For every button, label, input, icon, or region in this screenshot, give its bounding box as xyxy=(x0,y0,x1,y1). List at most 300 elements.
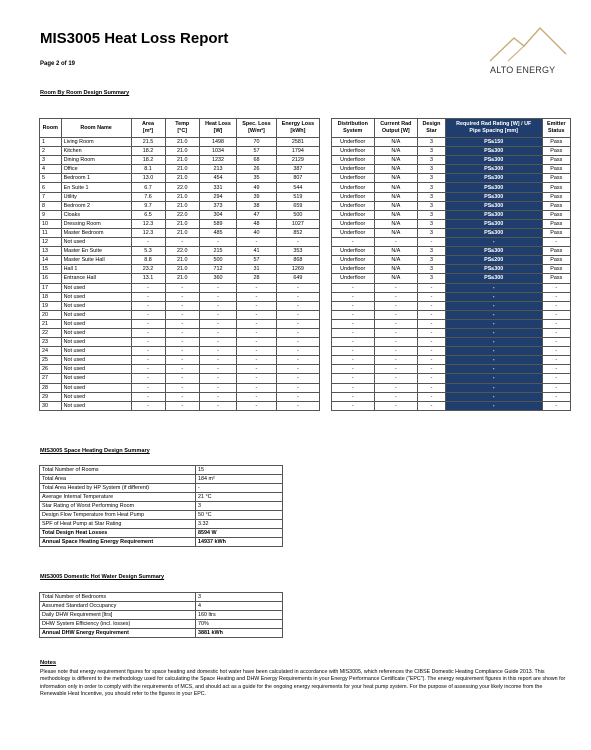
table-cell: 40 xyxy=(237,228,277,237)
table-cell: 22 xyxy=(40,328,62,337)
table-cell: N/A xyxy=(374,228,418,237)
table-cell: - xyxy=(237,301,277,310)
table-cell: - xyxy=(418,347,446,356)
room-name-cell: Not used xyxy=(61,292,131,301)
table-cell: 868 xyxy=(276,256,319,265)
room-name-cell: Not used xyxy=(61,347,131,356)
rad-rating-cell: - xyxy=(445,238,542,247)
logo-text: ALTO ENERGY xyxy=(490,65,556,75)
table-cell: - xyxy=(276,292,319,301)
table-cell: 17 xyxy=(40,283,62,292)
table-cell: - xyxy=(237,383,277,392)
table-cell: - xyxy=(199,283,236,292)
table-row xyxy=(332,219,571,228)
table-cell: - xyxy=(276,365,319,374)
rad-rating-cell: - xyxy=(445,328,542,337)
table-cell: N/A xyxy=(374,192,418,201)
room-name-cell: Master Suite Hall xyxy=(61,256,131,265)
table-cell: - xyxy=(237,238,277,247)
table-cell: 1269 xyxy=(276,265,319,274)
table-cell: Underfloor xyxy=(332,274,375,283)
table-cell: 9 xyxy=(40,210,62,219)
table-cell: 16 xyxy=(40,274,62,283)
table-cell: 6.5 xyxy=(131,210,165,219)
table-cell: - xyxy=(542,338,570,347)
table-cell: - xyxy=(542,401,570,410)
table-row xyxy=(332,256,571,265)
table-row xyxy=(332,383,571,392)
table-cell: - xyxy=(276,238,319,247)
summary-row xyxy=(40,629,283,638)
table-cell: N/A xyxy=(374,165,418,174)
table-cell: - xyxy=(542,238,570,247)
table-cell: 48 xyxy=(237,219,277,228)
table-row xyxy=(40,328,320,337)
summary-value: 3881 kWh xyxy=(196,629,283,638)
table-row xyxy=(332,328,571,337)
table-cell: 3 xyxy=(40,156,62,165)
table-cell: Pass xyxy=(542,156,570,165)
table-row xyxy=(40,138,320,147)
table-cell: - xyxy=(199,356,236,365)
table-cell: - xyxy=(418,383,446,392)
table-row xyxy=(332,192,571,201)
rad-rating-cell: PS≤300 xyxy=(445,219,542,228)
table-cell: - xyxy=(332,319,375,328)
table-cell: - xyxy=(542,310,570,319)
rad-rating-cell: PS≤300 xyxy=(445,183,542,192)
table-cell: - xyxy=(165,356,199,365)
table-cell: Underfloor xyxy=(332,147,375,156)
summary-label: DHW System Efficiency (incl. losses) xyxy=(40,620,196,629)
summary-value: 4 xyxy=(196,602,283,611)
table-cell: 41 xyxy=(237,247,277,256)
table-cell: Pass xyxy=(542,138,570,147)
table-cell: 9.7 xyxy=(131,201,165,210)
table-row xyxy=(40,183,320,192)
table-cell: Pass xyxy=(542,219,570,228)
table-cell: 19 xyxy=(40,301,62,310)
table-cell: - xyxy=(418,338,446,347)
table-cell: - xyxy=(237,310,277,319)
table-row xyxy=(40,392,320,401)
table-cell: - xyxy=(374,292,418,301)
table-cell: 14 xyxy=(40,256,62,265)
column-header: Heat Loss [W] xyxy=(199,119,236,138)
table-cell: 3 xyxy=(418,183,446,192)
room-name-cell: Utility xyxy=(61,192,131,201)
table-cell: 3 xyxy=(418,247,446,256)
table-cell: - xyxy=(237,328,277,337)
table-cell: - xyxy=(131,356,165,365)
summary-value: 21 °C xyxy=(196,493,283,502)
notes-text: Please note that energy requirement figures for space heating and domestic hot water have been calculated in accordance with MIS3005, which references the CIBSE Domestic Heating Compliance Guide 2013. This methodology is different to the methodology used for calculating the Space Heating and DHW Energy Requirements in your Energy Performance Certificate ("EPC"). The energy requirement figures in this report are shown for information only in order to comply with the requirements of MCS, and should act as a guide for the ongoing energy requirements for your heat pump system. For the purpose of assessing your likely income from the Renewable Heat Incentive, you should refer to the figures in your EPC. xyxy=(40,669,566,697)
table-cell: 3 xyxy=(418,256,446,265)
table-cell: - xyxy=(332,383,375,392)
table-cell: 24 xyxy=(40,347,62,356)
table-cell: - xyxy=(418,356,446,365)
table-row xyxy=(332,401,571,410)
table-cell: N/A xyxy=(374,274,418,283)
table-cell: - xyxy=(165,392,199,401)
summary-row xyxy=(40,520,283,529)
table-cell: Underfloor xyxy=(332,165,375,174)
table-cell: - xyxy=(374,401,418,410)
rad-rating-cell: - xyxy=(445,356,542,365)
space-heating-table xyxy=(39,465,283,547)
table-cell: - xyxy=(165,328,199,337)
table-cell: 30 xyxy=(40,401,62,410)
table-cell: 11 xyxy=(40,228,62,237)
column-header: Required Rad Rating [W] / UF Pipe Spacing [mm] xyxy=(445,119,542,138)
table-cell: 22.0 xyxy=(165,247,199,256)
room-name-cell: Kitchen xyxy=(61,147,131,156)
rad-rating-cell: PS≤300 xyxy=(445,201,542,210)
rad-rating-cell: - xyxy=(445,383,542,392)
room-name-cell: Not used xyxy=(61,374,131,383)
column-header: Room xyxy=(40,119,62,138)
rad-rating-cell: PS≤200 xyxy=(445,256,542,265)
rad-rating-cell: - xyxy=(445,401,542,410)
table-cell: 5 xyxy=(40,174,62,183)
table-cell: - xyxy=(131,283,165,292)
table-cell: - xyxy=(542,383,570,392)
table-cell: - xyxy=(332,401,375,410)
table-row xyxy=(40,165,320,174)
rad-rating-cell: - xyxy=(445,292,542,301)
table-cell: 21.0 xyxy=(165,274,199,283)
summary-value: - xyxy=(196,484,283,493)
table-cell: - xyxy=(165,310,199,319)
summary-value: 3.32 xyxy=(196,520,283,529)
table-cell: 25 xyxy=(40,356,62,365)
column-header: Spec. Loss [W/m²] xyxy=(237,119,277,138)
table-cell: - xyxy=(131,392,165,401)
table-row xyxy=(332,338,571,347)
summary-row xyxy=(40,611,283,620)
table-cell: 29 xyxy=(40,392,62,401)
table-cell: 22.0 xyxy=(165,183,199,192)
space-heating-title: MIS3005 Space Heating Design Summary xyxy=(40,448,150,454)
table-cell: - xyxy=(199,392,236,401)
room-name-cell: Master Bedroom xyxy=(61,228,131,237)
table-row xyxy=(40,238,320,247)
table-cell: 28 xyxy=(237,274,277,283)
table-row xyxy=(40,356,320,365)
table-cell: N/A xyxy=(374,183,418,192)
table-cell: 12.3 xyxy=(131,219,165,228)
table-row xyxy=(332,319,571,328)
table-cell: 35 xyxy=(237,174,277,183)
table-cell: 3 xyxy=(418,138,446,147)
table-cell: 213 xyxy=(199,165,236,174)
table-cell: 21 xyxy=(40,319,62,328)
room-name-cell: Not used xyxy=(61,401,131,410)
room-name-cell: Not used xyxy=(61,356,131,365)
table-cell: - xyxy=(276,328,319,337)
table-cell: - xyxy=(131,301,165,310)
table-cell: 49 xyxy=(237,183,277,192)
table-cell: - xyxy=(165,301,199,310)
table-cell: - xyxy=(165,338,199,347)
table-cell: - xyxy=(131,365,165,374)
table-cell: 21.0 xyxy=(165,228,199,237)
table-cell: 39 xyxy=(237,192,277,201)
rad-rating-cell: PS≤300 xyxy=(445,274,542,283)
table-cell: 360 xyxy=(199,274,236,283)
table-cell: N/A xyxy=(374,210,418,219)
rad-rating-cell: - xyxy=(445,347,542,356)
report-title: MIS3005 Heat Loss Report xyxy=(40,30,229,47)
table-cell: - xyxy=(199,383,236,392)
table-row xyxy=(332,228,571,237)
table-row xyxy=(40,347,320,356)
table-row xyxy=(332,292,571,301)
summary-row xyxy=(40,484,283,493)
table-cell: - xyxy=(276,347,319,356)
table-cell: 519 xyxy=(276,192,319,201)
table-cell: 26 xyxy=(40,365,62,374)
summary-value: 70% xyxy=(196,620,283,629)
summary-label: Total Number of Bedrooms xyxy=(40,593,196,602)
table-cell: 57 xyxy=(237,256,277,265)
table-cell: 18.2 xyxy=(131,147,165,156)
table-cell: 13.1 xyxy=(131,274,165,283)
table-cell: - xyxy=(237,338,277,347)
table-cell: - xyxy=(199,347,236,356)
summary-label: Annual DHW Energy Requirement xyxy=(40,629,196,638)
room-name-cell: Master En Suite xyxy=(61,247,131,256)
table-cell: Underfloor xyxy=(332,210,375,219)
table-cell: - xyxy=(418,328,446,337)
table-cell: - xyxy=(165,238,199,247)
table-cell: Pass xyxy=(542,192,570,201)
table-cell: - xyxy=(276,310,319,319)
table-cell: 12.3 xyxy=(131,228,165,237)
table-cell: 712 xyxy=(199,265,236,274)
table-cell: - xyxy=(418,374,446,383)
table-cell: - xyxy=(237,319,277,328)
table-cell: 331 xyxy=(199,183,236,192)
table-cell: 1232 xyxy=(199,156,236,165)
table-cell: - xyxy=(332,310,375,319)
room-name-cell: Not used xyxy=(61,238,131,247)
table-cell: 1027 xyxy=(276,219,319,228)
table-row xyxy=(332,374,571,383)
room-name-cell: Not used xyxy=(61,283,131,292)
room-name-cell: Hall 1 xyxy=(61,265,131,274)
table-cell: 47 xyxy=(237,210,277,219)
rad-rating-cell: - xyxy=(445,365,542,374)
table-cell: Underfloor xyxy=(332,174,375,183)
table-cell: - xyxy=(276,356,319,365)
summary-label: Assumed Standard Occupancy xyxy=(40,602,196,611)
table-cell: 3 xyxy=(418,228,446,237)
table-cell: - xyxy=(276,319,319,328)
table-cell: - xyxy=(418,365,446,374)
table-cell: - xyxy=(131,374,165,383)
table-cell: - xyxy=(332,365,375,374)
room-name-cell: Not used xyxy=(61,383,131,392)
table-row xyxy=(40,283,320,292)
summary-row xyxy=(40,529,283,538)
table-cell: - xyxy=(374,310,418,319)
table-cell: 68 xyxy=(237,156,277,165)
table-cell: - xyxy=(131,310,165,319)
table-row xyxy=(40,374,320,383)
table-cell: 589 xyxy=(199,219,236,228)
summary-row xyxy=(40,538,283,547)
summary-value: 3 xyxy=(196,593,283,602)
table-cell: 10 xyxy=(40,219,62,228)
table-cell: 6.7 xyxy=(131,183,165,192)
table-cell: Pass xyxy=(542,265,570,274)
table-cell: - xyxy=(418,401,446,410)
table-row xyxy=(40,192,320,201)
table-cell: - xyxy=(165,401,199,410)
summary-label: Total Design Heat Losses xyxy=(40,529,196,538)
rad-rating-cell: PS≤300 xyxy=(445,210,542,219)
table-cell: N/A xyxy=(374,156,418,165)
table-cell: - xyxy=(199,301,236,310)
table-cell: 15 xyxy=(40,265,62,274)
table-row xyxy=(332,356,571,365)
table-cell: 3 xyxy=(418,274,446,283)
table-cell: - xyxy=(131,347,165,356)
table-cell: - xyxy=(165,365,199,374)
summary-label: Design Flow Temperature from Heat Pump xyxy=(40,511,196,520)
table-row xyxy=(332,265,571,274)
table-row xyxy=(40,201,320,210)
table-cell: 31 xyxy=(237,265,277,274)
table-cell: - xyxy=(276,338,319,347)
table-cell: - xyxy=(542,292,570,301)
dhw-title: MIS3005 Domestic Hot Water Design Summary xyxy=(40,574,165,580)
room-name-cell: En Suite 1 xyxy=(61,183,131,192)
rad-rating-cell: - xyxy=(445,374,542,383)
summary-label: Average Internal Temperature xyxy=(40,493,196,502)
table-cell: 21.0 xyxy=(165,138,199,147)
table-cell: - xyxy=(237,347,277,356)
table-cell: - xyxy=(332,283,375,292)
table-cell: - xyxy=(165,347,199,356)
table-cell: - xyxy=(542,328,570,337)
table-cell: Pass xyxy=(542,247,570,256)
summary-value: 3 xyxy=(196,502,283,511)
table-cell: - xyxy=(276,283,319,292)
column-header: Emitter Status xyxy=(542,119,570,138)
table-cell: 3 xyxy=(418,165,446,174)
table-cell: 852 xyxy=(276,228,319,237)
rad-rating-cell: PS≤150 xyxy=(445,138,542,147)
table-cell: N/A xyxy=(374,219,418,228)
table-cell: - xyxy=(418,392,446,401)
table-cell: 807 xyxy=(276,174,319,183)
table-cell: 21.0 xyxy=(165,256,199,265)
table-cell: - xyxy=(418,292,446,301)
table-cell: 21.0 xyxy=(165,147,199,156)
table-cell: Pass xyxy=(542,228,570,237)
dhw-table xyxy=(39,592,283,638)
table-cell: Pass xyxy=(542,147,570,156)
summary-row xyxy=(40,593,283,602)
alto-energy-logo xyxy=(488,24,568,79)
column-header: Design Star xyxy=(418,119,446,138)
table-cell: 13 xyxy=(40,247,62,256)
table-row xyxy=(332,301,571,310)
rad-rating-cell: PS≤300 xyxy=(445,247,542,256)
room-name-cell: Not used xyxy=(61,338,131,347)
table-cell: - xyxy=(131,328,165,337)
table-cell: Pass xyxy=(542,183,570,192)
table-row xyxy=(40,383,320,392)
column-header: Room Name xyxy=(61,119,131,138)
table-cell: Underfloor xyxy=(332,247,375,256)
mountain-logo-icon xyxy=(488,24,568,64)
table-row xyxy=(332,310,571,319)
table-cell: 1 xyxy=(40,138,62,147)
table-cell: Pass xyxy=(542,174,570,183)
table-cell: 500 xyxy=(276,210,319,219)
table-cell: 3 xyxy=(418,147,446,156)
rad-rating-cell: - xyxy=(445,310,542,319)
room-name-cell: Dining Room xyxy=(61,156,131,165)
table-row xyxy=(332,283,571,292)
summary-label: Total Number of Rooms xyxy=(40,466,196,475)
table-row xyxy=(332,165,571,174)
table-row xyxy=(332,392,571,401)
table-cell: 21.0 xyxy=(165,165,199,174)
table-cell: - xyxy=(418,238,446,247)
table-cell: - xyxy=(542,301,570,310)
table-cell: - xyxy=(542,365,570,374)
table-cell: 8.1 xyxy=(131,165,165,174)
table-cell: 70 xyxy=(237,138,277,147)
summary-value: 160 ltrs xyxy=(196,611,283,620)
summary-value: 14937 kWh xyxy=(196,538,283,547)
table-cell: - xyxy=(542,319,570,328)
summary-row xyxy=(40,511,283,520)
table-cell: 3 xyxy=(418,219,446,228)
table-row xyxy=(40,210,320,219)
table-cell: 21.0 xyxy=(165,219,199,228)
table-cell: 6 xyxy=(40,183,62,192)
table-cell: 3 xyxy=(418,174,446,183)
table-cell: - xyxy=(165,292,199,301)
table-cell: Pass xyxy=(542,201,570,210)
table-cell: Pass xyxy=(542,165,570,174)
summary-label: Total Area xyxy=(40,475,196,484)
table-cell: 387 xyxy=(276,165,319,174)
table-cell: - xyxy=(374,283,418,292)
table-cell: 454 xyxy=(199,174,236,183)
table-cell: 21.0 xyxy=(165,201,199,210)
table-cell: - xyxy=(542,374,570,383)
rad-rating-cell: PS≤300 xyxy=(445,265,542,274)
table-row xyxy=(332,156,571,165)
table-cell: Underfloor xyxy=(332,219,375,228)
table-cell: - xyxy=(131,292,165,301)
table-cell: - xyxy=(374,356,418,365)
table-cell: - xyxy=(418,319,446,328)
rad-rating-cell: PS≤300 xyxy=(445,156,542,165)
table-row xyxy=(332,138,571,147)
table-cell: Pass xyxy=(542,274,570,283)
table-cell: - xyxy=(542,283,570,292)
table-cell: - xyxy=(332,238,375,247)
table-row xyxy=(332,183,571,192)
table-row xyxy=(40,292,320,301)
